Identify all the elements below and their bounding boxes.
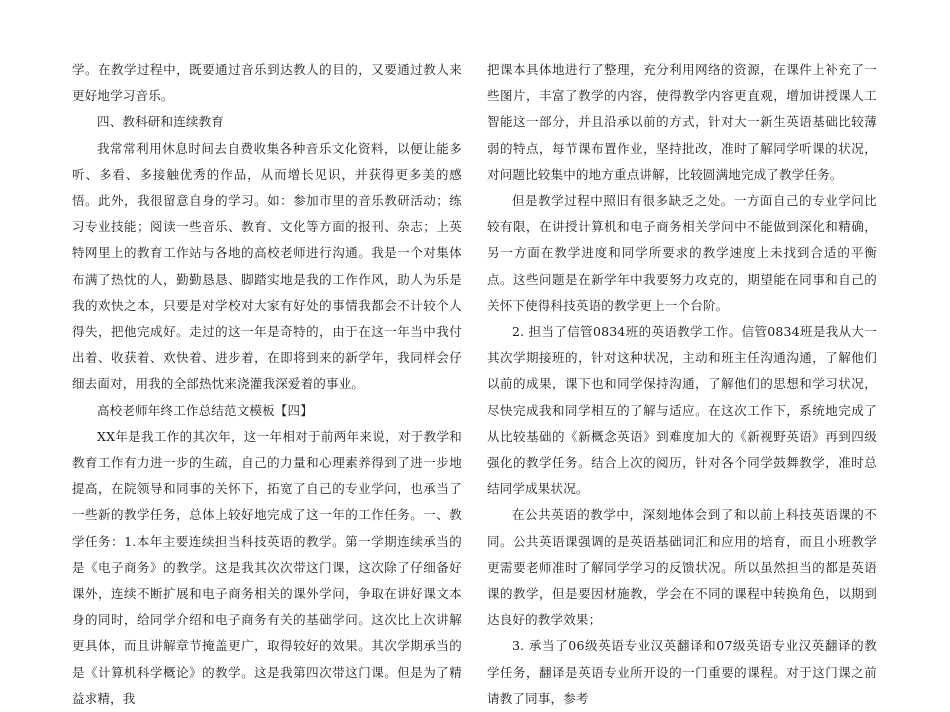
left-column	[72, 57, 462, 712]
section-heading: 四、教科研和连续教育	[97, 114, 225, 130]
paragraph: 2. 担当了信管0834班的英语教学工作。信管0834班是我从大一其次学期接班的，针对这种状况，主动和班主任沟通沟通，了解他们以前的成果，课下也和同学保持沟通，了解他们的思想和学习状况，尽快完成我和同学相互的了解与适应。在这次工作下，系统地完成了从比较基础的《新概念英语》到难度加大的《新视野英语》再到四级强化的教学任务。结合上次的阅历，针对各个同学鼓舞教学，准时总结同学成果状况。	[487, 324, 877, 497]
paragraph: XX年是我工作的其次年，这一年相对于前两年来说，对于教学和教育工作有力进一步的生疏，自己的力量和心理素养得到了进一步地提高，在院领导和同事的关怀下，拓宽了自己的专业学问，也承当了一些新的教学任务，总体上较好地完成了这一年的工作任务。一、教学任务：1.本年主要连续担当科技英语的教学。第一学期连续承当的是《电子商务》的教学。这是我其次次带这门课，这次除了仔细备好课外，连续不断扩展和电子商务相关的课外学问，争取在讲好课文本身的同时，给同学介绍和电子商务有关的基础学问。这次比上次讲解更具体，而且讲解章节掩盖更广，取得较好的效果。其次学期承当的是《计算机科学概论》的教学。这是我第四次带这门课。但是为了精益求精，我	[72, 428, 462, 706]
paragraph: 把课本具体地进行了整理，充分利用网络的资源，在课件上补充了一些图片，丰富了教学的内容，使得教学内容更直观，增加讲授课人工智能这一部分，并且沿承以前的方式，针对大一新生英语基础比较薄弱的特点，每节课布置作业，坚持批改，准时了解同学听课的状况，对问题比较集中的地方重点讲解，比较圆满地完成了教学任务。	[487, 62, 877, 182]
paragraph: 我常常利用休息时间去自费收集各种音乐文化资料，以便让能多听、多看、多接触优秀的作品，从而增长见识，并获得更多美的感悟。此外，我很留意自身的学习。如：参加市里的音乐教研活动；练习专业技能；阅读一些音乐、教育、文化等方面的报刊、杂志；上英特网里上的教育工作站与各地的高校老师进行沟通。我是一个对集体布满了热忱的人，勤勤恳恳、脚踏实地是我的工作作风，助人为乐是我的欢快之本，只要是对学校对大家有好处的事情我都会不计较个人得失，把他完成好。走过的这一年是奇特的，由于在这一年当中我付出着、收获着、欢快着、进步着，在即将到来的新学年，我同样会仔细去面对，用我的全部热忱来浇灌我深爱着的事业。	[72, 140, 462, 392]
paragraph: 3. 承当了06级英语专业汉英翻译和07级英语专业汉英翻译的教学任务，翻译是英语专业所开设的一门重要的课程。对于这门课之前请教了同事，参考	[487, 638, 877, 706]
paragraph: 但是教学过程中照旧有很多缺乏之处。一方面自己的专业学问比较有限，在讲授计算机和电子商务相关学问中不能做到深化和精确，另一方面在教学进度和同学所要求的教学速度上未找到合适的平衡点。这些问题是在新学年中我要努力攻克的，期望能在同事和自己的关怀下使得科技英语的教学更上一个台阶。	[487, 193, 877, 313]
article-title: 高校老师年终工作总结范文模板【四】	[97, 402, 313, 418]
right-column	[487, 57, 877, 712]
paragraph: 在公共英语的教学中，深刻地体会到了和以前上科技英语课的不同。公共英语课强调的是英语基础词汇和应用的培育，而且小班教学更需要老师准时了解同学学习的反馈状况。所以虽然担当的都是英语课的教学，但是要因材施教，学会在不同的课程中转换角色，以期到达良好的教学效果；	[487, 507, 877, 628]
paragraph: 学。在教学过程中，既要通过音乐到达教人的目的，又要通过教人来更好地学习音乐。	[72, 62, 462, 104]
